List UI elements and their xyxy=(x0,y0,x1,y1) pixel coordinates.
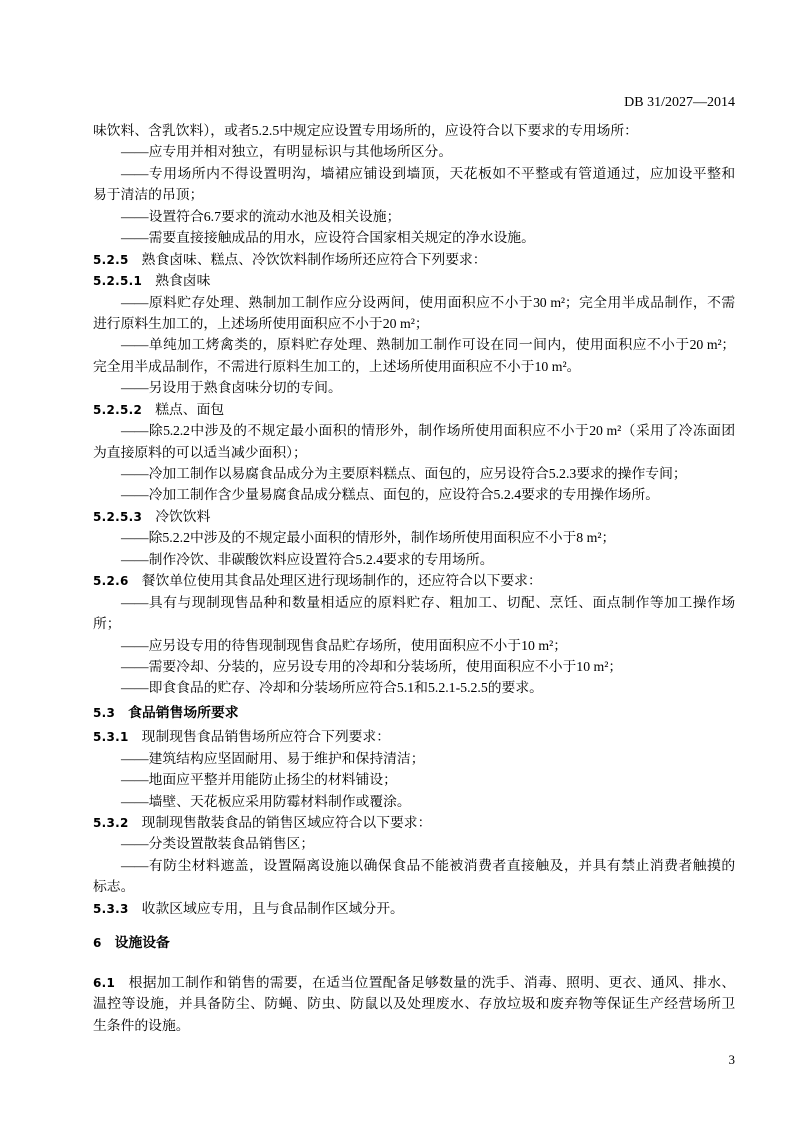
clause-number: 5.2.6 xyxy=(93,574,129,589)
clause-number: 6.1 xyxy=(93,975,116,990)
list-item xyxy=(93,420,735,463)
list-item-line: ——应专用并相对独立，有明显标识与其他场所区分。 xyxy=(121,144,453,160)
chapter-heading-6 xyxy=(93,932,735,953)
clause-number: 5.3.1 xyxy=(93,730,129,745)
list-item xyxy=(93,791,735,812)
list-item-line: ——设置符合6.7要求的流动水池及相关设施； xyxy=(121,208,401,224)
list-item-line: ——墙壁、天花板应采用防霉材料制作或覆涂。 xyxy=(121,793,411,809)
list-item-line: ——应另设专用的待售现制现售食品贮存场所，使用面积应不小于10 m²； xyxy=(121,637,568,653)
clause-5-2-5-2 xyxy=(93,399,735,506)
list-item-line: ——需要冷却、分装的，应另设专用的冷却和分装场所，使用面积应不小于10 m²； xyxy=(121,658,623,674)
list-item xyxy=(93,677,735,698)
chapter-title: 设施设备 xyxy=(114,935,170,952)
clause-text: 现制现售散装食品的销售区域应符合以下要求： xyxy=(141,815,432,830)
list-item-line: ——需要直接接触成品的用水，应设符合国家相关规定的净水设施。 xyxy=(121,230,535,246)
list-item xyxy=(93,334,735,377)
list-item xyxy=(93,141,735,162)
list-item xyxy=(93,484,735,505)
clause-text: 现制现售食品销售场所应符合下列要求： xyxy=(141,729,391,745)
clause-number: 5.3.3 xyxy=(93,901,129,916)
clause-number: 5.2.5 xyxy=(93,252,129,267)
list-item-line: ——另设用于熟食卤味分切的专间。 xyxy=(121,380,342,396)
list-item-line: 进行原料生加工的，上述场所使用面积应不小于20 m²； xyxy=(93,315,429,331)
list-item xyxy=(93,549,735,570)
list-item xyxy=(93,463,735,484)
list-item xyxy=(93,527,735,548)
section-number: 5.3 xyxy=(93,705,116,720)
list-item xyxy=(93,855,735,898)
paragraph-line: 温控等设施，并具备防尘、防蝇、防虫、防鼠以及处理废水、存放垃圾和废弃物等保证生产经营场所卫 xyxy=(93,996,735,1012)
clause-5-2-5-3 xyxy=(93,506,735,570)
paragraph-line xyxy=(93,972,735,993)
clause-number: 5.2.5.3 xyxy=(93,509,143,524)
paragraph-line: 味饮料、含乳饮料），或者5.2.5中规定应设置专用场所的，应设符合以下要求的专用场所： xyxy=(93,123,638,138)
list-item-line: ——除5.2.2中涉及的不规定最小面积的情形外，制作场所使用面积应不小于8 m²； xyxy=(121,530,616,546)
clause-text: 根据加工制作和销售的需要，在适当位置配备足够数量的洗手、消毒、照明、更衣、通风、排水、 xyxy=(128,974,735,990)
list-item xyxy=(93,769,735,790)
list-item-line: 为直接原料的可以适当减少面积）； xyxy=(93,444,307,460)
clause-heading xyxy=(93,570,735,591)
clause-title: 冷饮饮料 xyxy=(155,508,211,524)
list-item-line: ——原料贮存处理、熟制加工制作应分设两间，使用面积应不小于30 m²；完全用半成品制作，不需 xyxy=(121,294,735,310)
page-body xyxy=(93,120,735,1036)
clause-5-2-6 xyxy=(93,570,735,699)
list-item xyxy=(93,833,735,854)
clause-5-3-3 xyxy=(93,898,735,919)
list-item xyxy=(93,227,735,248)
list-item xyxy=(93,592,735,635)
list-item-line: 易于清洁的吊顶； xyxy=(93,187,204,203)
clause-text: 餐饮单位使用其食品处理区进行现场制作的，还应符合以下要求： xyxy=(141,573,542,589)
list-item-line: ——分类设置散装食品销售区； xyxy=(121,836,315,852)
clause-text: 熟食卤味、糕点、冷饮饮料制作场所还应符合下列要求： xyxy=(141,251,487,267)
list-item-line: 标志。 xyxy=(93,879,135,895)
clause-heading xyxy=(93,270,735,291)
clause-5-2-5-1 xyxy=(93,270,735,399)
list-item-line: ——建筑结构应坚固耐用、易于维护和保持清洁； xyxy=(121,750,425,766)
paragraph-line: 生条件的设施。 xyxy=(93,1017,190,1033)
clause-title: 熟食卤味 xyxy=(155,273,211,289)
continued-paragraph xyxy=(93,120,735,249)
clause-5-2-5 xyxy=(93,249,735,270)
clause-number: 5.2.5.1 xyxy=(93,274,143,289)
list-item-line: ——冷加工制作以易腐食品成分为主要原料糕点、面包的，应另设符合5.2.3要求的操作专间； xyxy=(121,466,687,481)
clause-heading xyxy=(93,726,735,747)
list-item xyxy=(93,377,735,398)
list-item-line: 完全用半成品制作，不需进行原料生加工的，上述场所使用面积应不小于10 m²。 xyxy=(93,358,581,374)
list-item-line: 所； xyxy=(93,616,121,632)
clause-heading xyxy=(93,399,735,420)
list-item-line: ——有防尘材料遮盖，设置隔离设施以确保食品不能被消费者直接触及，并具有禁止消费者触摸的 xyxy=(121,857,735,873)
section-title: 食品销售场所要求 xyxy=(128,704,239,721)
list-item xyxy=(93,635,735,656)
clause-number: 5.3.2 xyxy=(93,816,129,830)
list-item xyxy=(93,656,735,677)
clause-number: 5.2.5.2 xyxy=(93,402,143,417)
list-item-line: ——除5.2.2中涉及的不规定最小面积的情形外，制作场所使用面积应不小于20 m²（采用了冷冻面团 xyxy=(121,423,735,439)
clause-5-3-2 xyxy=(93,812,735,898)
standard-number: DB 31/2027—2014 xyxy=(624,95,735,110)
clause-title: 糕点、面包 xyxy=(155,401,225,417)
list-item xyxy=(93,292,735,335)
page-number: 3 xyxy=(728,1052,735,1067)
list-item-line: ——专用场所内不得设置明沟，墙裙应铺设到墙顶，天花板如不平整或有管道通过，应加设平整和 xyxy=(121,165,735,181)
list-item xyxy=(93,163,735,206)
list-item xyxy=(93,206,735,227)
clause-heading xyxy=(93,812,735,833)
chapter-number: 6 xyxy=(93,936,102,951)
clause-6-1 xyxy=(93,972,735,1036)
list-item-line: ——即食食品的贮存、冷却和分装场所应符合5.1和5.2.1-5.2.5的要求。 xyxy=(121,680,543,696)
clause-heading xyxy=(93,506,735,527)
list-item-line: ——冷加工制作含少量易腐食品成分糕点、面包的，应设符合5.2.4要求的专用操作场所。 xyxy=(121,487,660,503)
list-item-line: ——单纯加工烤禽类的，原料贮存处理、熟制加工制作可设在同一间内，使用面积应不小于20 m²； xyxy=(121,337,735,353)
list-item-line: ——制作冷饮、非碳酸饮料应设置符合5.2.4要求的专用场所。 xyxy=(121,551,494,567)
section-heading-5-3 xyxy=(93,702,735,723)
clause-5-3-1 xyxy=(93,726,735,812)
clause-text: 收款区域应专用，且与食品制作区域分开。 xyxy=(141,900,404,916)
list-item-line: ——地面应平整并用能防止扬尘的材料铺设； xyxy=(121,772,397,788)
list-item-line: ——具有与现制现售品种和数量相适应的原料贮存、粗加工、切配、烹饪、面点制作等加工操作场 xyxy=(121,594,735,610)
list-item xyxy=(93,748,735,769)
